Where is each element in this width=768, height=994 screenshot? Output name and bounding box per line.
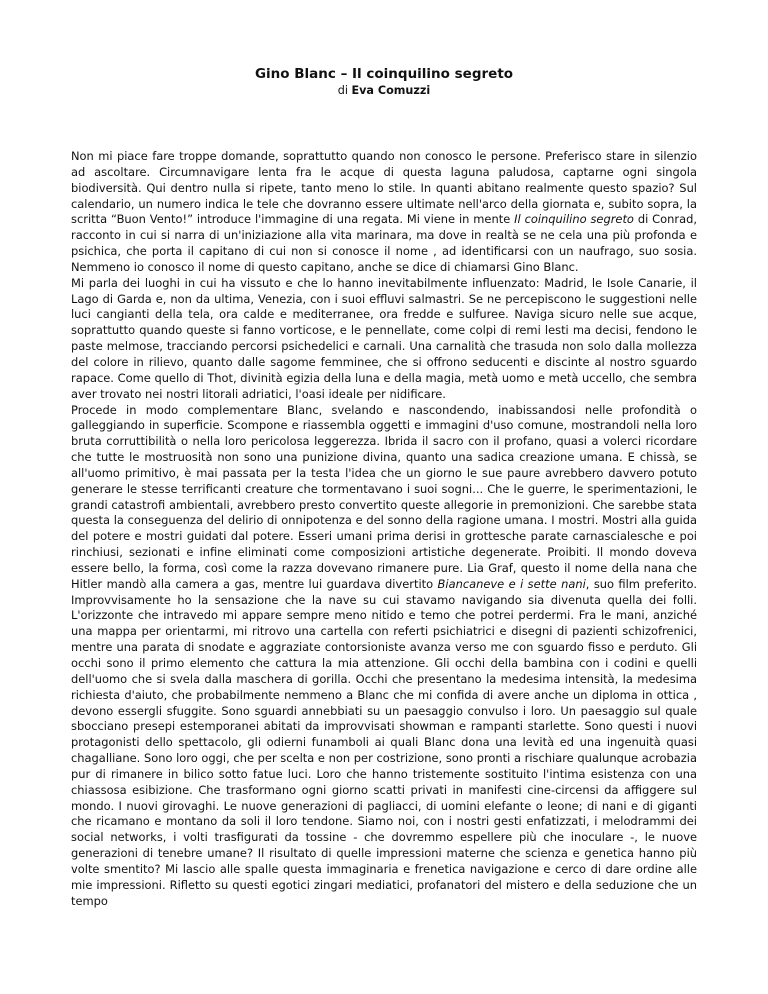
byline [0, 84, 768, 98]
body-paragraph [71, 276, 697, 403]
paragraph-text: di Conrad, racconto in cui si narra di un'iniziazione alla vita marinara, ma dove in realtà se ne cela una più profonda e psichica, che porta il capitano di cui non si conosce il nome , ad identificarsi con un naufrago, suo sosia. Nemmeno io conosco il nome di questo capitano, anche se dice di chiamarsi Gino Blanc. [71, 212, 697, 274]
paragraph-text: Mi parla dei luoghi in cui ha vissuto e che lo hanno inevitabilmente influenzato: Madrid, le Isole Canarie, il Lago di Garda e, non da ultima, Venezia, con i suoi effluvi salmastri. Se ne percepiscono le suggestioni nelle luci cangianti della tela, ora calde e mediterranee, ora fredde e sulfuree. Naviga sicuro nelle sue acque, soprattutto quando queste si fanno vorticose, e le pennellate, come colpi di remi lesti ma decisi, fendono le paste melmose, tracciando percorsi psichedelici e carnali. Una carnalità che trasuda non solo dalla mollezza del colore in rilievo, quanto dalle sagome femminee, che si offrono seducenti e discinte al nostro sguardo rapace. Come quello di Thot, divinità egizia della luna e della magia, metà uomo e metà uccello, che sembra aver trovato nei nostri litorali adriatici, l'oasi ideale per nidificare. [71, 275, 697, 401]
paragraph-text: Procede in modo complementare Blanc, svelando e nascondendo, inabissandosi nelle profondità o galleggiando in superficie. Scompone e riassembla oggetti e immagini d'uso comune, mostrandoli nella loro bruta corruttibilità o nella loro pericolosa leggerezza. Ibrida il sacro con il profano, quasi a volerci ricordare che tutte le mostruosità non sono una punizione divina, quanto una sadica creazione umana. E chissà, se all'uomo primitivo, è mai passata per la testa l'idea che un giorno le sue paure avrebbero davvero potuto generare le stesse terrificanti creature che tormentavano i suoi sogni... Che le guerre, le sperimentazioni, le grandi catastrofi ambientali, avrebbero presto convertito queste allegorie in premonizioni. Che sarebbe stata questa la conseguenza del delirio di onnipotenza e del sonno della ragione umana. I mostri. Mostri alla guida del potere e mostri guidati dal potere. Esseri umani prima derisi in grottesche parate carnascialesche e poi rinchiusi, sezionati e infine eliminati come composizioni artistiche degenerate. Proibiti. Il mondo doveva essere bello, la forma, così come la razza dovevano rimanere pure. Lia Graf, questo il nome della nana che Hitler mandò alla camera a gas, mentre lui guardava divertito [71, 402, 697, 591]
document-body [71, 149, 697, 910]
byline-prefix: di [337, 84, 348, 97]
author-name: Eva Comuzzi [351, 84, 431, 97]
paragraph-text: , suo film preferito. Improvvisamente ho la sensazione che la nave su cui stavamo navigando sia divenuta quella dei folli. L'orizzonte che intravedo mi appare sempre meno nitido e temo che potrei perdermi. Fra le mani, anziché una mappa per orientarmi, mi ritrovo una cartella con referti psichiatrici e disegni di pazienti schizofrenici, mentre una parata di snodate e aggraziate contorsioniste avanza verso me con sguardo fisso e perduto. Gli occhi sono il primo elemento che cattura la mia attenzione. Gli occhi della bambina con i codini e quelli dell'uomo che si svela dalla maschera di gorilla. Occhi che presentano la medesima intensità, la medesima richiesta d'aiuto, che probabilmente nemmeno a Blanc che mi confida di avere anche un diploma in ottica , devono essergli sfuggite. Sono sguardi annebbiati su un paesaggio convulso i loro. Un paesaggio sul quale sbocciano presepi estemporanei abitati da improvvisati showman e rampanti starlette. Sono questi i nuovi protagonisti dello spettacolo, gli odierni funamboli ai quali Blanc dona una levità ed una ingenuità quasi chagalliane. Sono loro oggi, che per scelta e non per costrizione, sono pronti a rischiare qualunque acrobazia pur di rimanere in bilico sotto fatue luci. Loro che hanno tristemente sostituito l'intima esistenza con una chiassosa esibizione. Che trasformano ogni giorno scatti privati in manifesti cine-circensi da affiggere sul mondo. I nuovi girovaghi. Le nuove generazioni di pagliacci, di uomini elefante o leone; di nani e di giganti che ricamano e montano da soli il loro tendone. Siamo noi, con i nostri gesti enfatizzati, i melodrammi dei social networks, i volti trasfigurati da tossine - che dovremmo espellere più che inoculare -, le nuove generazioni di tenebre umane? Il risultato di quelle impressioni materne che scienza e genetica hanno più volte smentito? Mi lascio alle spalle questa immaginaria e frenetica navigazione e cerco di dare ordine alle mie impressioni. Rifletto su questi egotici zingari mediatici, profanatori del mistero e della seduzione che un tempo [71, 576, 697, 908]
paragraph-text: Non mi piace fare troppe domande, soprattutto quando non conosco le persone. Preferisco stare in silenzio ad ascoltare. Circumnavigare lenta fra le acque di questa laguna paludosa, captarne ogni singola biodiversità. Qui dentro nulla si ripete, tanto meno lo stile. In quanti abitano realmente questo spazio? Sul calendario, un numero indica le tele che dovranno essere ultimate nell'arco della giornata e, subito sopra, la scritta “Buon Vento!” introduce l'immagine di una regata. Mi viene in mente [71, 149, 697, 227]
italic-title-text: Il coinquilino segreto [514, 212, 634, 227]
body-paragraph [71, 403, 697, 910]
italic-title-text: Biancaneve e i sette nani [437, 576, 586, 591]
body-paragraph [71, 149, 697, 276]
document-title: Gino Blanc – Il coinquilino segreto [254, 66, 514, 82]
